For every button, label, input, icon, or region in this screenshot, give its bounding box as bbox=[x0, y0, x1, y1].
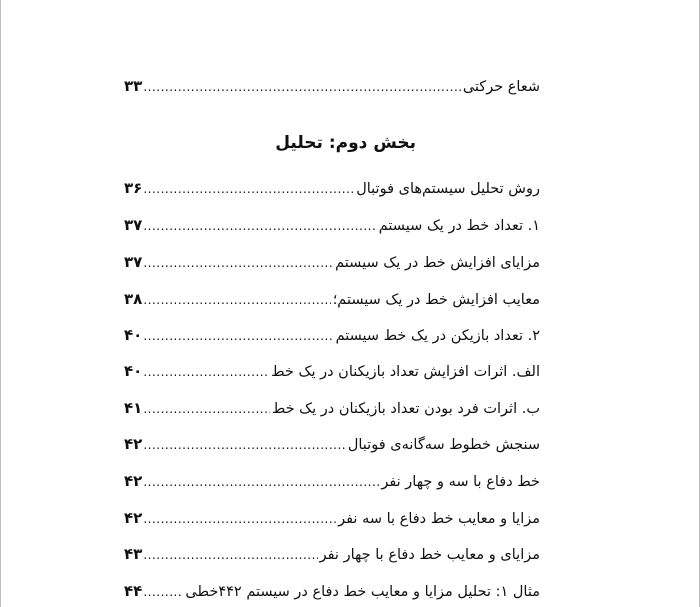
toc-entry-page: ۴۰ bbox=[124, 362, 143, 380]
toc-entry bbox=[124, 578, 540, 604]
toc-entry-page: ۴۲ bbox=[124, 435, 143, 453]
toc-leader-dots bbox=[143, 74, 461, 100]
toc-entry bbox=[124, 395, 540, 421]
toc-entry-title: ۱. تعداد خط در یک سیستم bbox=[378, 218, 540, 234]
toc-leader-dots bbox=[143, 579, 183, 605]
toc-entry-page: ۴۱ bbox=[124, 399, 143, 417]
toc-entry-page: ۴۲ bbox=[124, 509, 143, 527]
toc-entry bbox=[124, 541, 540, 567]
toc-entry-title: مزایا و معایب خط دفاع با سه نفر bbox=[338, 511, 540, 527]
toc-entry-page: ۴۳ bbox=[124, 545, 143, 563]
toc-entry bbox=[124, 249, 540, 275]
toc-leader-dots bbox=[143, 432, 346, 458]
toc-entry-page: ۴۴ bbox=[124, 582, 143, 600]
toc-entry-title: شعاع حرکتی bbox=[462, 79, 540, 95]
toc-entry bbox=[124, 468, 540, 494]
section-heading: بخش دوم: تحلیل bbox=[275, 133, 416, 153]
toc-entry bbox=[124, 431, 540, 457]
toc-entry-title: خط دفاع با سه و چهار نفر bbox=[381, 474, 540, 490]
toc-leader-dots bbox=[143, 396, 270, 422]
toc-entry-title: مثال ۱: تحلیل مزایا و معایب خط دفاع در سیستم ۴۴۲خطی bbox=[185, 584, 540, 600]
toc-entry-page: ۳۷ bbox=[124, 253, 143, 271]
page-border-left bbox=[0, 0, 1, 607]
toc-entry-title: الف. اثرات افزایش تعداد بازیکنان در یک خط bbox=[271, 364, 540, 380]
toc-entry bbox=[124, 322, 540, 348]
toc-entry bbox=[124, 358, 540, 384]
toc-entry-page: ۳۸ bbox=[124, 290, 143, 308]
toc-entry-page: ۴۲ bbox=[124, 472, 143, 490]
toc-entry-title: معایب افزایش خط در یک سیستم؛ bbox=[332, 292, 540, 308]
toc-leader-dots bbox=[143, 542, 317, 568]
toc-entry-title: مزایای افزایش خط در یک سیستم bbox=[335, 255, 540, 271]
toc-entry-title: سنجش خطوط سه‌گانه‌ی فوتبال bbox=[347, 437, 540, 453]
toc-entry bbox=[124, 212, 540, 238]
toc-entry bbox=[124, 73, 540, 99]
toc-entry bbox=[124, 505, 540, 531]
toc-leader-dots bbox=[143, 250, 333, 276]
toc-leader-dots bbox=[143, 176, 354, 202]
toc-entry-page: ۳۷ bbox=[124, 216, 143, 234]
toc-leader-dots bbox=[143, 213, 376, 239]
toc-entry-title: ۲. تعداد بازیکن در یک خط سیستم bbox=[335, 328, 540, 344]
toc-entry-title: ب. اثرات فرد بودن تعداد بازیکنان در یک خط bbox=[271, 401, 540, 417]
toc-entry-page: ۳۶ bbox=[124, 179, 143, 197]
toc-entry bbox=[124, 286, 540, 312]
toc-entry-page: ۳۳ bbox=[124, 77, 143, 95]
toc-entry bbox=[124, 175, 540, 201]
toc-entry-title: روش تحلیل سیستم‌های فوتبال bbox=[356, 181, 540, 197]
toc-entry-title: مزایای و معایب خط دفاع با چهار نفر bbox=[319, 547, 540, 563]
toc-leader-dots bbox=[143, 287, 330, 313]
toc-leader-dots bbox=[143, 323, 333, 349]
toc-leader-dots bbox=[143, 469, 379, 495]
toc-leader-dots bbox=[143, 506, 336, 532]
toc-leader-dots bbox=[143, 359, 269, 385]
toc-entry-page: ۴۰ bbox=[124, 326, 143, 344]
